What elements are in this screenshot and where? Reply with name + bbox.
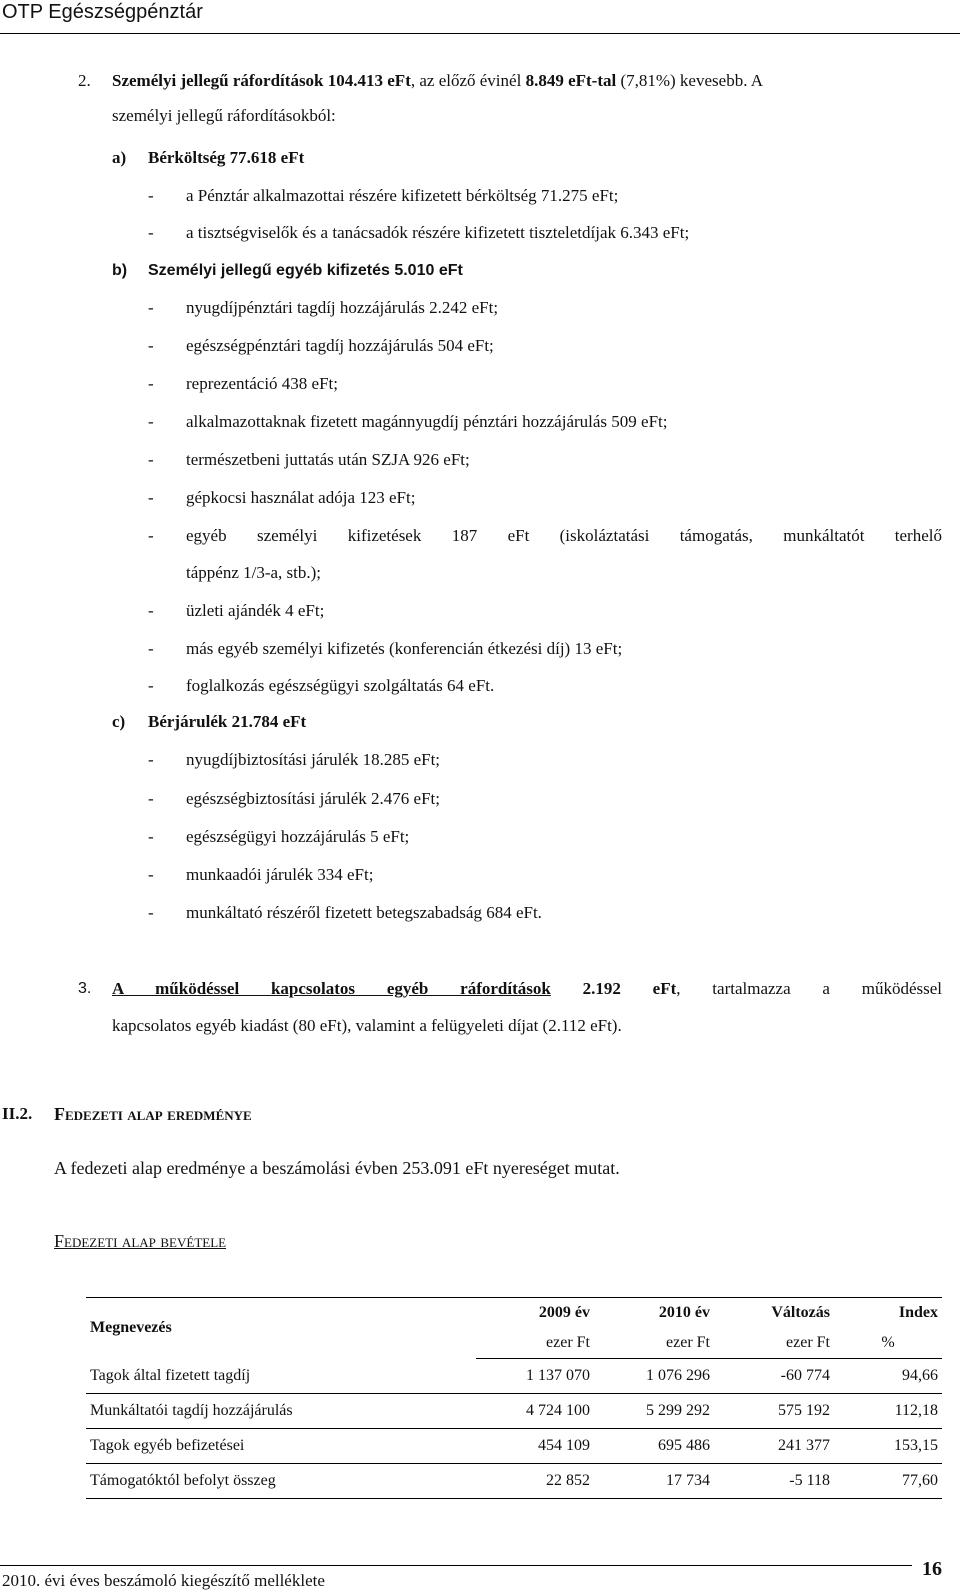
table-header-row: [86, 1298, 942, 1329]
section-2-lead-bold2: 8.849 eFt-tal: [525, 71, 617, 90]
section-2-lead-mid: , az előző évinél: [410, 71, 526, 90]
col-header-name: Megnevezés: [86, 1298, 476, 1359]
section-3-line1: [112, 978, 942, 1000]
section-2-number: 2.: [78, 71, 91, 90]
bevetel-title: Fedezeti alap bevétele: [54, 1231, 227, 1251]
unit-index: %: [834, 1328, 942, 1359]
footer-divider: [0, 1565, 912, 1566]
col-header-index: Index: [834, 1298, 942, 1329]
table-row: Tagok által fizetett tagdíj 1 137 070 1 076 296 -60 774 94,66: [86, 1359, 942, 1394]
page-number: 16: [922, 1558, 942, 1580]
fedezeti-alap-bevetele-table: [86, 1297, 942, 1499]
section-3-rest: , tartalmazza a működéssel: [676, 979, 943, 998]
header-divider: [0, 33, 960, 34]
unit-2009: ezer Ft: [476, 1328, 594, 1359]
subsection-c-title: Bérjárulék 21.784 eFt: [148, 712, 307, 731]
page-header-title: OTP Egészségpénztár: [2, 1, 203, 23]
unit-change: ezer Ft: [714, 1328, 834, 1359]
list-item-long-line2: táppénz 1/3-a, stb.);: [186, 563, 322, 582]
subsection-b-label: b): [112, 262, 128, 279]
section-3-amount: 2.192 eFt: [550, 979, 677, 998]
footer-text: 2010. évi éves beszámoló kiegészítő melléklete: [2, 1571, 325, 1590]
col-header-2009: 2009 év: [476, 1298, 594, 1329]
col-header-change: Változás: [714, 1298, 834, 1329]
section-3-number: 3.: [78, 980, 92, 997]
table-row: Munkáltatói tagdíj hozzájárulás 4 724 100 5 299 292 575 192 112,18: [86, 1394, 942, 1429]
section-3-bold-title: A működéssel kapcsolatos egyéb ráfordítások: [112, 979, 551, 998]
list-item-long-line1: egyéb személyi kifizetések 187 eFt (iskoláztatási támogatás, munkáltatót terhelő: [186, 526, 942, 545]
table-row: Támogatóktól befolyt összeg 22 852 17 734 -5 118 77,60: [86, 1464, 942, 1499]
section-2-lead: [112, 70, 763, 92]
unit-2010: ezer Ft: [594, 1328, 714, 1359]
table-row: Tagok egyéb befizetései 454 109 695 486 241 377 153,15: [86, 1429, 942, 1464]
section-3-line2: kapcsolatos egyéb kiadást (80 eFt), valamint a felügyeleti díjat (2.112 eFt).: [112, 1016, 622, 1035]
section-2-lead-tail: (7,81%) kevesebb. A: [616, 71, 764, 90]
section-ii2-number: II.2.: [2, 1104, 33, 1123]
section-ii2-title: Fedezeti alap eredménye: [54, 1104, 252, 1124]
section-2-line2: személyi jellegű ráfordításokból:: [112, 106, 336, 125]
subsection-b-title: Személyi jellegű egyéb kifizetés 5.010 eFt: [148, 262, 463, 279]
subsection-a-label: a): [112, 148, 127, 167]
subsection-a-title: Bérköltség 77.618 eFt: [148, 148, 305, 167]
col-header-2010: 2010 év: [594, 1298, 714, 1329]
section-2-lead-bold: Személyi jellegű ráfordítások 104.413 eFt: [112, 71, 411, 90]
subsection-c-label: c): [112, 712, 126, 731]
section-ii2-text: A fedezeti alap eredménye a beszámolási évben 253.091 eFt nyereséget mutat.: [54, 1158, 620, 1178]
